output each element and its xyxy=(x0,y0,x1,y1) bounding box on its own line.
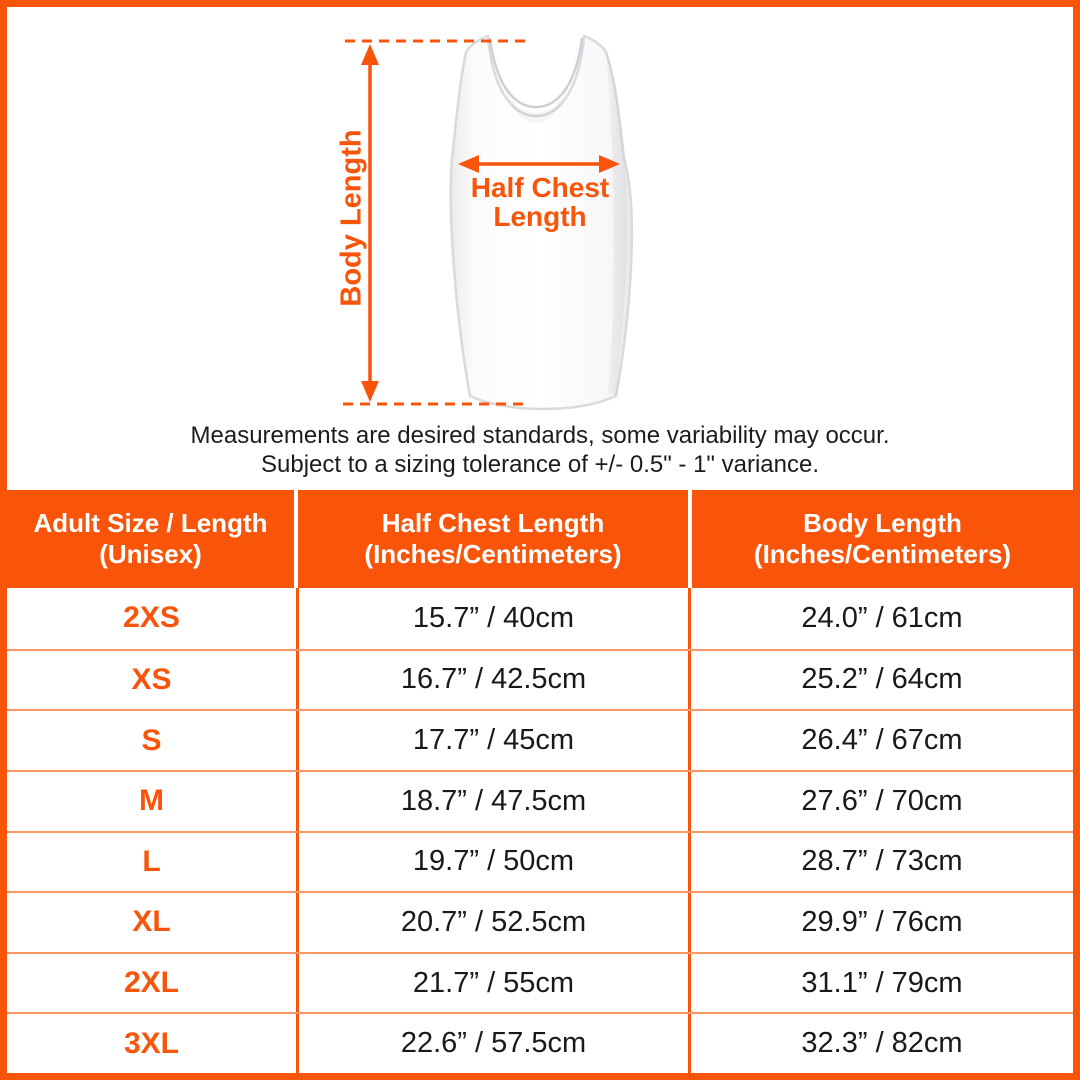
table-row xyxy=(7,709,1073,770)
header-half-chest-line2: (Inches/Centimeters) xyxy=(364,539,622,569)
size-table-body xyxy=(7,588,1073,1073)
half-chest-cell: 19.7” / 50cm xyxy=(296,833,688,892)
header-cell-body-length xyxy=(692,490,1073,588)
disclaimer xyxy=(7,421,1073,479)
size-table-header xyxy=(7,490,1073,588)
size-cell: XS xyxy=(7,651,296,710)
header-cell-half-chest xyxy=(298,490,688,588)
size-cell: 2XL xyxy=(7,954,296,1013)
body-length-cell: 26.4” / 67cm xyxy=(688,711,1073,770)
header-body-length-line1: Body Length xyxy=(803,508,962,538)
table-row xyxy=(7,891,1073,952)
body-length-label: Body Length xyxy=(335,129,368,307)
half-chest-cell: 22.6” / 57.5cm xyxy=(296,1014,688,1073)
body-length-cell: 25.2” / 64cm xyxy=(688,651,1073,710)
half-chest-label-line2: Length xyxy=(493,201,587,232)
half-chest-cell: 16.7” / 42.5cm xyxy=(296,651,688,710)
half-chest-cell: 20.7” / 52.5cm xyxy=(296,893,688,952)
size-cell: S xyxy=(7,711,296,770)
body-length-cell: 24.0” / 61cm xyxy=(688,588,1073,649)
header-size-line1: Adult Size / Length xyxy=(33,508,268,538)
half-chest-label xyxy=(471,173,609,231)
disclaimer-line2: Subject to a sizing tolerance of +/- 0.5" - 1" variance. xyxy=(261,451,819,478)
disclaimer-line1: Measurements are desired standards, some variability may occur. xyxy=(190,422,890,449)
half-chest-cell: 15.7” / 40cm xyxy=(296,588,688,649)
size-cell: 2XS xyxy=(7,588,296,649)
table-row xyxy=(7,588,1073,649)
body-length-cell: 31.1” / 79cm xyxy=(688,954,1073,1013)
table-row xyxy=(7,649,1073,710)
table-row xyxy=(7,952,1073,1013)
body-length-cell: 32.3” / 82cm xyxy=(688,1014,1073,1073)
table-row xyxy=(7,770,1073,831)
tank-top-illustration xyxy=(7,7,1073,490)
header-cell-size xyxy=(7,490,294,588)
header-size-line2: (Unisex) xyxy=(99,539,202,569)
half-chest-cell: 21.7” / 55cm xyxy=(296,954,688,1013)
header-body-length-line2: (Inches/Centimeters) xyxy=(753,539,1012,569)
size-cell: L xyxy=(7,833,296,892)
size-cell: XL xyxy=(7,893,296,952)
size-cell: M xyxy=(7,772,296,831)
half-chest-cell: 18.7” / 47.5cm xyxy=(296,772,688,831)
body-length-cell: 28.7” / 73cm xyxy=(688,833,1073,892)
half-chest-cell: 17.7” / 45cm xyxy=(296,711,688,770)
table-row xyxy=(7,831,1073,892)
size-cell: 3XL xyxy=(7,1014,296,1073)
half-chest-label-line1: Half Chest xyxy=(470,172,610,203)
table-row xyxy=(7,1012,1073,1073)
body-length-cell: 29.9” / 76cm xyxy=(688,893,1073,952)
header-half-chest-line1: Half Chest Length xyxy=(381,508,605,538)
body-length-cell: 27.6” / 70cm xyxy=(688,772,1073,831)
